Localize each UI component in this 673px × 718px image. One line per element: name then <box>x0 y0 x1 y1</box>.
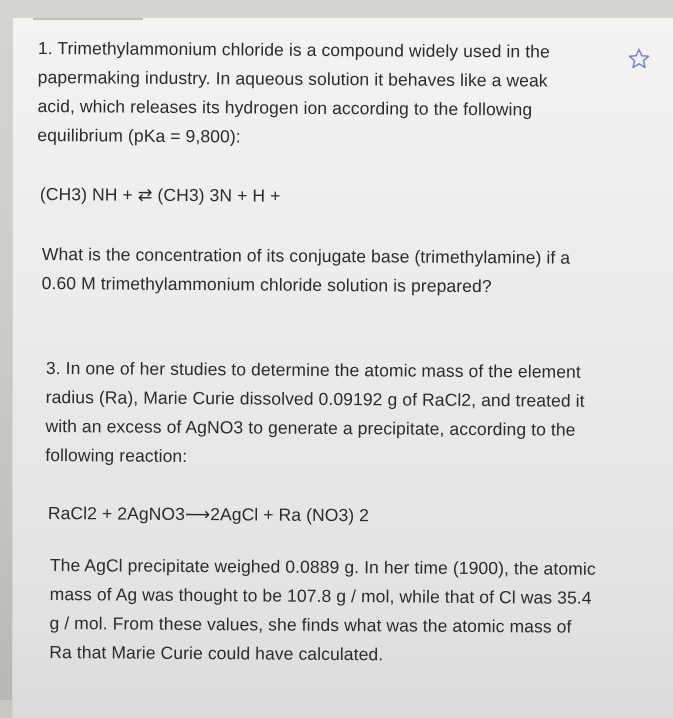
question-1-prompt-line: What is the concentration of its conjugate base (trimethylamine) if a <box>41 243 571 268</box>
question-3-prompt-line: g / mol. From these values, she finds what was the atomic mass of <box>49 612 572 637</box>
question-1-line: equilibrium (pKa = 9,800): <box>37 124 241 147</box>
question-1-text <box>37 34 550 154</box>
question-3-text <box>45 354 585 474</box>
question-3-line: with an excess of AgNO3 to generate a precipitate, according to the <box>45 415 576 440</box>
star-icon[interactable] <box>626 46 652 72</box>
question-3-line: following reaction: <box>45 444 188 466</box>
question-3-line: 3. In one of her studies to determine the atomic mass of the element <box>45 357 581 382</box>
question-3-line: radius (Ra), Marie Curie dissolved 0.09192 g of RaCl2, and treated it <box>45 386 585 411</box>
question-3-equation <box>48 499 369 530</box>
question-1-equation <box>40 180 281 211</box>
question-3-prompt-line: mass of Ag was thought to be 107.8 g / mol, while that of Cl was 35.4 <box>49 583 592 608</box>
question-1-line: 1. Trimethylammonium chloride is a compound widely used in the <box>37 37 550 62</box>
question-1-prompt <box>42 240 571 302</box>
equation-line: (CH3) NH + ⇄ (CH3) 3N + H + <box>39 183 281 206</box>
question-3-prompt <box>49 551 596 671</box>
star-outline-icon <box>626 46 652 72</box>
question-1-prompt-line: 0.60 M trimethylammonium chloride solution is prepared? <box>41 272 492 297</box>
question-3-prompt-line: Ra that Marie Curie could have calculated. <box>49 641 384 665</box>
question-1-line: papermaking industry. In aqueous solution it behaves like a weak <box>37 66 548 91</box>
equation-line: RaCl2 + 2AgNO3⟶2AgCl + Ra (NO3) 2 <box>47 502 370 526</box>
question-1-line: acid, which releases its hydrogen ion according to the following <box>37 95 533 120</box>
question-3-prompt-line: The AgCl precipitate weighed 0.0889 g. In her time (1900), the atomic <box>49 554 596 579</box>
card-top-divider <box>33 18 143 20</box>
